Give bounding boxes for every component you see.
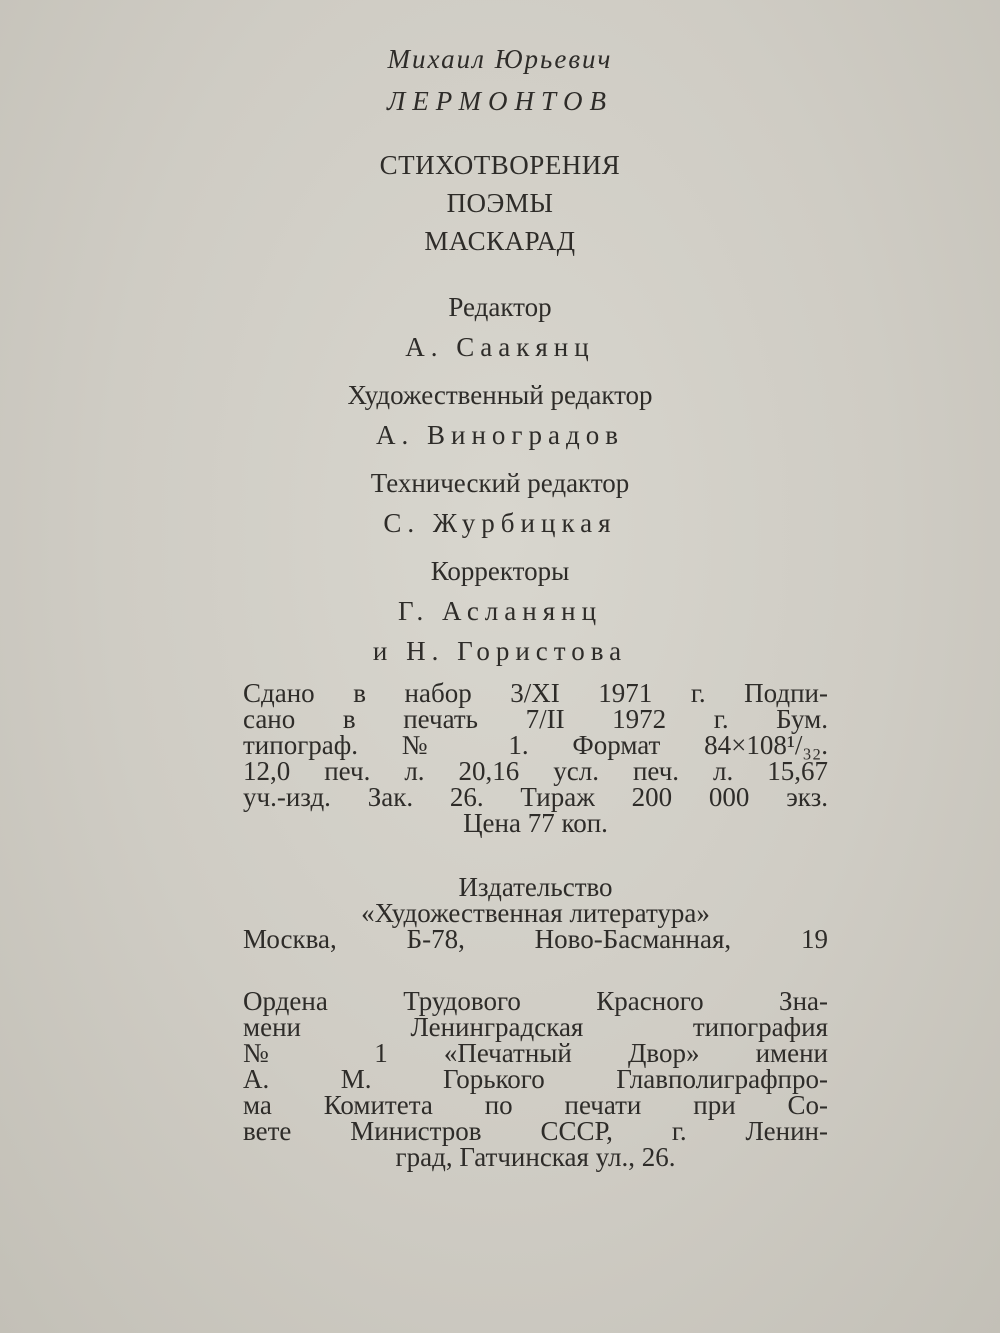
title-long-poems: ПОЭМЫ bbox=[446, 188, 554, 218]
printer-line: А. М. Горького Главполиграфпро- bbox=[243, 1064, 828, 1094]
credits bbox=[0, 287, 1000, 671]
price-line: Цена 77 коп. bbox=[463, 808, 608, 838]
title-poems: СТИХОТВОРЕНИЯ bbox=[379, 150, 621, 180]
tech-editor-role: Технический редактор bbox=[370, 468, 630, 498]
printer-line: мени Ленинградская типография bbox=[243, 1012, 828, 1042]
printer-line: № 1 «Печатный Двор» имени bbox=[243, 1038, 828, 1068]
proofreader-name: Г. Асланянц bbox=[397, 596, 603, 626]
printer-line: Ордена Трудового Красного Зна- bbox=[243, 986, 828, 1016]
publisher-name: «Художественная литература» bbox=[361, 898, 710, 928]
book-titles bbox=[0, 146, 1000, 260]
print-info-line: Сдано в набор 3/XI 1971 г. Подпи- bbox=[243, 678, 828, 708]
publisher-info bbox=[243, 874, 828, 952]
author-last-name: ЛЕРМОНТОВ bbox=[386, 86, 614, 116]
art-editor-role: Художественный редактор bbox=[347, 380, 653, 410]
print-info-line: сано в печать 7/II 1972 г. Бум. bbox=[243, 704, 828, 734]
printer-line: ма Комитета по печати при Со- bbox=[243, 1090, 828, 1120]
tech-editor-name: С. Журбицкая bbox=[383, 508, 617, 538]
printer-line: град, Гатчинская ул., 26. bbox=[395, 1142, 676, 1172]
print-info-line: 12,0 печ. л. 20,16 усл. печ. л. 15,67 bbox=[243, 756, 828, 786]
print-info-line: уч.-изд. Зак. 26. Тираж 200 000 экз. bbox=[243, 782, 828, 812]
author-first-names: Михаил Юрьевич bbox=[387, 44, 613, 74]
publisher-address: Москва, Б-78, Ново-Басманная, 19 bbox=[243, 924, 828, 954]
art-editor-name: А. Виноградов bbox=[376, 420, 624, 450]
editor-role: Редактор bbox=[448, 292, 552, 322]
printer-info bbox=[243, 988, 828, 1170]
proofreaders-role: Корректоры bbox=[430, 556, 570, 586]
proofreader-name: и Н. Гористова bbox=[372, 636, 628, 666]
title-masquerade: МАСКАРАД bbox=[424, 226, 576, 256]
print-info-line: типограф. № 1. Формат 84×108¹/₃₂. bbox=[243, 730, 828, 760]
editor-name: А. Саакянц bbox=[405, 332, 595, 362]
publisher-label: Издательство bbox=[458, 872, 613, 902]
print-info bbox=[243, 680, 828, 836]
printer-line: вете Министров СССР, г. Ленин- bbox=[243, 1116, 828, 1146]
